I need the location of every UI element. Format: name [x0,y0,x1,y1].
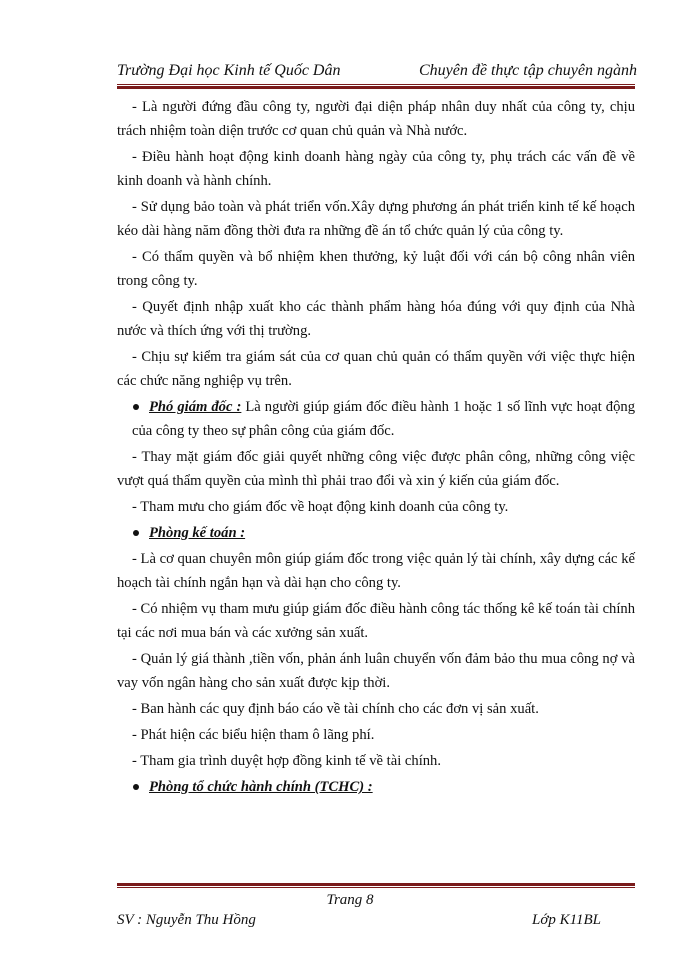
document-body [117,95,635,801]
section-title: Phòng kế toán : [149,525,246,541]
paragraph: - Có thẩm quyền và bổ nhiệm khen thưởng, kỷ luật đối với cán bộ công nhân viên trong công ty. [117,249,635,289]
paragraph: - Có nhiệm vụ tham mưu giúp giám đốc điều hành công tác thống kê kế toán tài chính tại các nơi mua bán và các xưởng sản xuất. [117,601,635,641]
footer-student: SV : Nguyễn Thu Hồng [117,912,256,928]
bullet-dot-icon [133,530,139,536]
paragraph: - Tham mưu cho giám đốc về hoạt động kinh doanh của công ty. [132,499,509,515]
paragraph: - Ban hành các quy định báo cáo về tài chính cho các đơn vị sản xuất. [132,701,539,717]
paragraph: - Quản lý giá thành ,tiền vốn, phản ánh luân chuyển vốn đảm bảo thu mua công nợ và vay vốn ngân hàng cho sản xuất được kịp thời. [117,651,635,691]
section-title: Phó giám đốc : [149,399,242,415]
section-title: Phòng tổ chức hành chính (TCHC) : [149,779,373,795]
paragraph: - Là cơ quan chuyên môn giúp giám đốc trong việc quản lý tài chính, xây dựng các kế hoạch tài chính ngắn hạn và dài hạn cho công ty. [117,551,635,591]
section-bullet [117,775,635,799]
bullet-dot-icon [133,404,139,410]
header-rule [117,84,635,89]
section-bullet [117,521,635,545]
paragraph: - Sử dụng bảo toàn và phát triển vốn.Xây dựng phương án phát triển kinh tế kế hoạch kéo dài hàng năm đồng thời đưa ra những đề án tổ chức quản lý của công ty. [117,199,635,239]
paragraph: - Điều hành hoạt động kinh doanh hàng ngày của công ty, phụ trách các vấn đề về kinh doanh và hành chính. [117,149,635,189]
paragraph: - Chịu sự kiểm tra giám sát của cơ quan chủ quản có thẩm quyền với việc thực hiện các chức năng nghiệp vụ trên. [117,349,635,389]
paragraph: - Phát hiện các biểu hiện tham ô lãng phí. [132,727,375,743]
footer-class: Lớp K11BL [532,912,601,928]
paragraph: - Tham gia trình duyệt hợp đồng kinh tế về tài chính. [132,753,441,769]
section-bullet [117,395,635,443]
paragraph: - Là người đứng đầu công ty, người đại diện pháp nhân duy nhất của công ty, chịu trách nhiệm toàn diện trước cơ quan chủ quản và Nhà nước. [117,99,635,139]
paragraph: - Thay mặt giám đốc giải quyết những công việc được phân công, những công việc vượt quá thẩm quyền của mình thì phải trao đổi và xin ý kiến của giám đốc. [117,449,635,489]
page-number: Trang 8 [326,892,374,908]
page-header [117,62,637,82]
header-university: Trường Đại học Kinh tế Quốc Dân [117,62,341,79]
paragraph: - Quyết định nhập xuất kho các thành phẩm hàng hóa đúng với quy định của Nhà nước và thích ứng với thị trường. [117,299,635,339]
bullet-dot-icon [133,784,139,790]
header-report-title: Chuyên đề thực tập chuyên ngành [419,62,637,79]
footer-rule [117,883,635,888]
section-text: Là người giúp giám đốc điều hành 1 hoặc 1 số lĩnh vực hoạt động của công ty theo sự phân công của giám đốc. [132,399,635,439]
